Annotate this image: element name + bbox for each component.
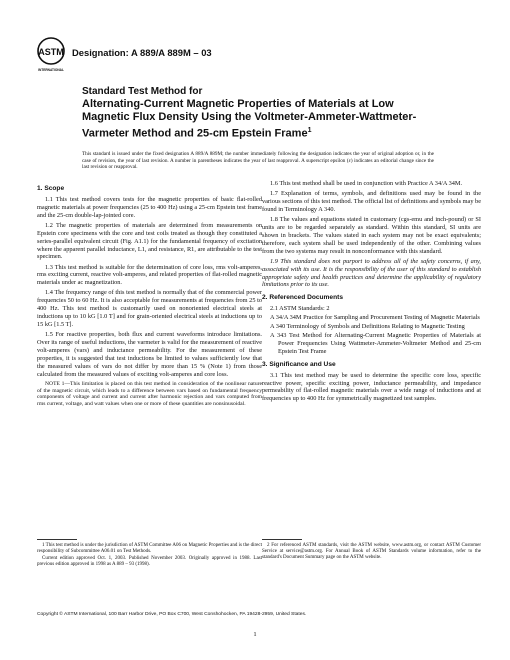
page-number: 1	[253, 631, 257, 638]
note-1: NOTE 1—This limitation is placed on this test method in consideration of the nonlinear nature of the magnetic circuit, which leads to a difference between vars based on fundamental frequency components of voltage and current and current after harmonic rejection and vars computed from rms current, voltage, and watt values when one or more of these quantities are nonsinusoidal.	[37, 380, 262, 408]
section-heading-significance: 3. Significance and Use	[262, 360, 336, 368]
reference-intro: 2.1 ASTM Standards: 2	[270, 305, 330, 313]
left-column	[37, 180, 262, 410]
svg-text:ASTM: ASTM	[38, 47, 64, 57]
reference-item: A 340 Terminology of Symbols and Definitions Relating to Magnetic Testing	[270, 323, 465, 331]
title-footnote-mark: 1	[307, 127, 312, 134]
footnote-2: 2 For referenced ASTM standards, visit the ASTM website, www.astm.org, or contact ASTM Customer Service at service@astm.org. For Annual Book of ASTM Standards volume information, refer to the standard's Document Summary page on the ASTM website.	[262, 543, 481, 561]
paragraph-1-7: 1.7 Explanation of terms, symbols, and definitions used may be found in the various sections of this test method. The official list of definitions and symbols may be found in Terminology A 340.	[262, 190, 481, 213]
title-line-1: Standard Test Method for	[82, 86, 203, 97]
astm-logo-icon	[36, 36, 66, 74]
copyright-line: Copyright © ASTM International, 100 Barr Harbor Drive, PO Box C700, West Conshohocken, PA 19428-2959, United States.	[37, 612, 307, 617]
paragraph-1-2: 1.2 The magnetic properties of materials are determined from measurements on Epstein core specimens with the core and test coils treated as though they constituted a series-parallel equivalent circuit (Fig. A1.1) for the fundamental frequency of excitation where the apparent parallel inductance, L1, and resistance, R1, are attributable to the test specimen.	[37, 221, 262, 261]
footnote-rule-right	[262, 539, 302, 540]
footnote-1-edition: Current edition approved Oct. 1, 2003. Published November 2003. Originally approved in 1988. Last previous edition approved in 1998 as A 889 – 93 (1998).	[37, 556, 262, 568]
paragraph-1-1: 1.1 This test method covers tests for the magnetic properties of basic flat-rolled magnetic materials at power frequencies (25 to 400 Hz) using a 25-cm Epstein test frame and the 25-cm double-lap-jointed core.	[37, 195, 262, 219]
footnotes-left	[37, 543, 262, 569]
svg-text:INTERNATIONAL: INTERNATIONAL	[38, 68, 64, 72]
paragraph-1-6: 1.6 This test method shall be used in conjunction with Practice A 34/A 34M.	[270, 180, 463, 187]
reference-item: A 343 Test Method for Alternating-Current Magnetic Properties of Materials at Power Frequencies Using Wattmeter-Ammeter-Voltmeter Method and 25-cm Epstein Test Frame	[270, 331, 481, 355]
right-column	[262, 180, 481, 405]
footnote-1: 1 This test method is under the jurisdiction of ASTM Committee A06 on Magnetic Properties and is the direct responsibility of Subcommittee A06.01 on Test Methods.	[37, 543, 262, 555]
section-heading-scope: 1. Scope	[37, 185, 65, 192]
footnotes-right	[262, 543, 481, 562]
reference-list	[262, 305, 481, 355]
paragraph-1-4: 1.4 The frequency range of this test method is normally that of the commercial power frequencies 50 to 60 Hz. It is also acceptable for measurements at frequencies from 25 to 400 Hz. This test method is customarily used on nonoriented electrical steels at inductions up to 10 kG [1.0 T] and for grain-oriented electrical steels at inductions up to 15 kG [1.5 T].	[37, 289, 262, 329]
title-line-2: Alternating-Current Magnetic Properties of Materials at Low Magnetic Flux Density Using the Voltmeter-Ammeter-Wattmeter-Varmeter Method and 25-cm Epstein Frame$^1$	[82, 98, 417, 140]
section-heading-referenced-documents: 2. Referenced Documents	[262, 294, 343, 302]
reference-item: A 34/A 34M Practice for Sampling and Procurement Testing of Magnetic Materials	[270, 314, 480, 322]
paragraph-1-5: 1.5 For reactive properties, both flux and current waveforms introduce limitations. Over its range of useful inductions, the varmeter is valid for the measurement of reactive volt-amperes (vars) and inductance permeability. For the measurement of these properties, it is suggested that test inductions be limited to values sufficiently low that the measured values of vars do not differ by more than 15 % (Note 1) from those calculated from the measured values of exciting volt-amperes and core loss.	[37, 331, 262, 378]
footnote-rule-left	[37, 539, 77, 540]
paragraph-1-8: 1.8 The values and equations stated in customary (cgs-emu and inch-pound) or SI units are to be regarded separately as standard. Within this standard, SI units are shown in brackets. The values stated in each system may not be exact equivalents; therefore, each system shall be used independently of the other. Combining values from the two systems may result in nonconformance with this standard.	[262, 216, 481, 255]
paragraph-1-9: 1.9 This standard does not purport to address all of the safety concerns, if any, associated with its use. It is the responsibility of the user of this standard to establish appropriate safety and health practices and determine the applicability of regulatory limitations prior to its use.	[262, 257, 481, 289]
paragraph-3-1: 3.1 This test method may be used to determine the specific core loss, specific reactive power, specific exciting power, inductance permeability, and impedance permeability of flat-rolled magnetic materials over a wide range of inductions and at frequencies up to 400 Hz for symmetrically magnetized test samples.	[262, 371, 481, 403]
issue-note: This standard is issued under the fixed designation A 889/A 889M; the number immediately following the designation indicates the year of original adoption or, in the case of revision, the year of last revision. A number in parentheses indicates the year of last reapproval. A superscript epsilon (ε) indicates an editorial change since the last revision or reapproval.	[82, 151, 434, 171]
designation: Designation: A 889/A 889M – 03	[72, 47, 212, 58]
title-block	[82, 86, 442, 141]
paragraph-1-3: 1.3 This test method is suitable for the determination of core loss, rms volt-amperes, rms exciting current, reactive volt-amperes, and related properties of flat-rolled magnetic materials under ac magnetization.	[37, 263, 262, 287]
